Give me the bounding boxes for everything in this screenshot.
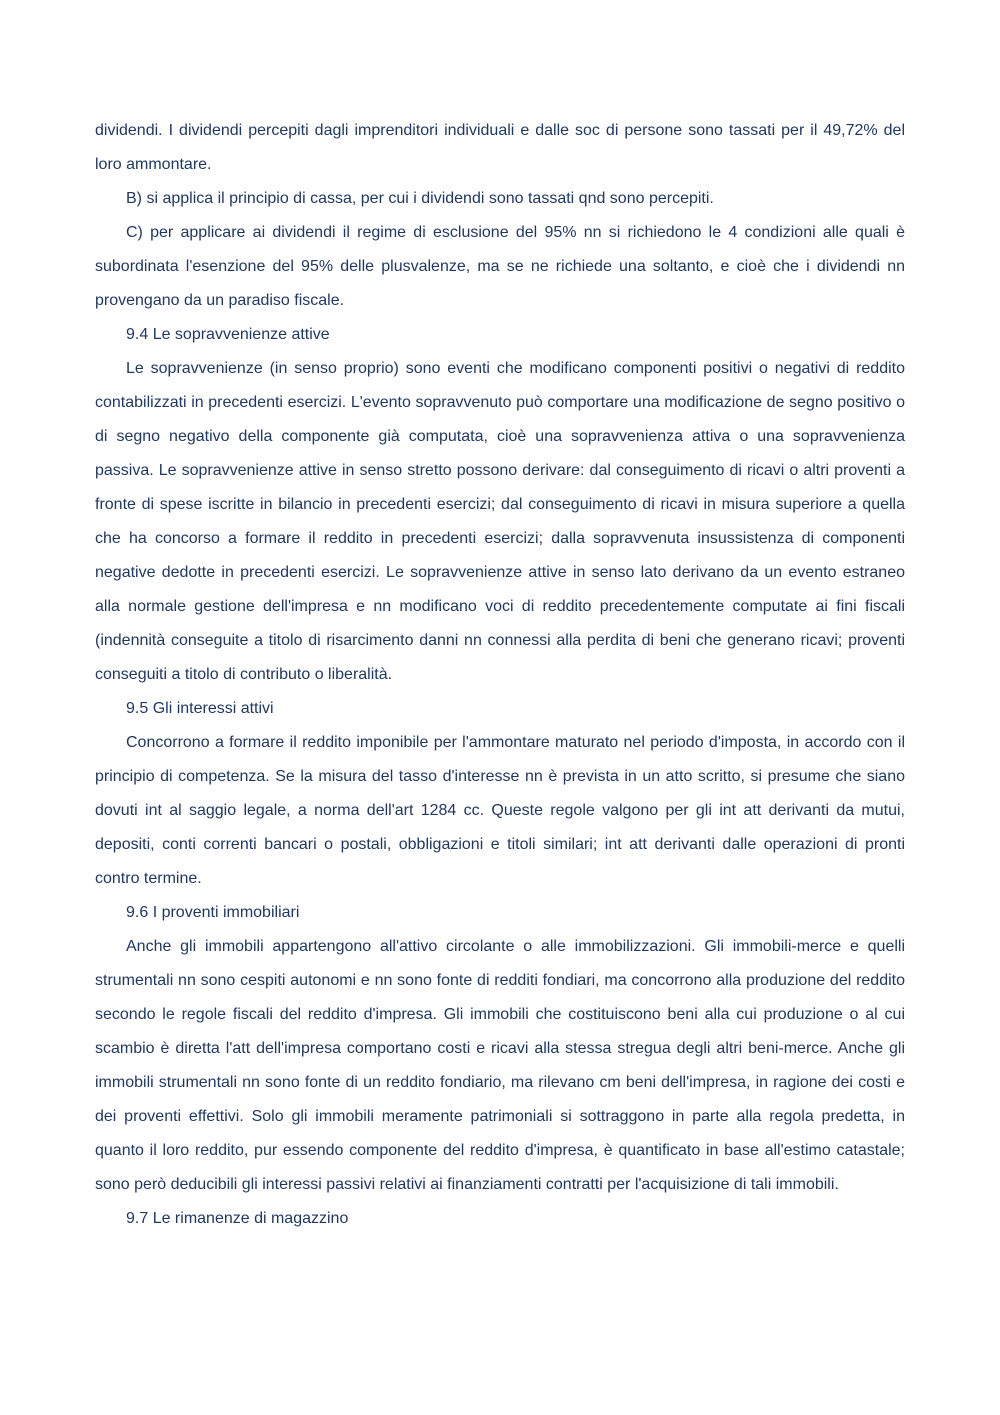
document-page [95,114,905,1236]
section-heading-9-5: 9.5 Gli interessi attivi [126,700,274,717]
section-heading-9-4: 9.4 Le sopravvenienze attive [126,326,330,343]
paragraph-point-c: C) per applicare ai dividendi il regime di esclusione del 95% nn si richiedono le 4 condizioni alle quali è subordinata l'esenzione del 95% delle plusvalenze, ma se ne richiede una soltanto, e cioè che i dividendi nn provengano da un paradiso fiscale. [95,224,905,309]
paragraph-dividendi-continued: dividendi. I dividendi percepiti dagli imprenditori individuali e dalle soc di persone sono tassati per il 49,72% del loro ammontare. [95,122,905,173]
paragraph-interessi-attivi: Concorrono a formare il reddito imponibile per l'ammontare maturato nel periodo d'imposta, in accordo con il principio di competenza. Se la misura del tasso d'interesse nn è prevista in un atto scritto, si presume che siano dovuti int al saggio legale, a norma dell'art 1284 cc. Queste regole valgono per gli int att derivanti da mutui, depositi, conti correnti bancari o postali, obbligazioni e titoli similari; int att derivanti dalle operazioni di pronti contro termine. [95,734,905,887]
paragraph-point-b: B) si applica il principio di cassa, per cui i dividendi sono tassati qnd sono percepiti. [126,190,714,207]
section-heading-9-6: 9.6 I proventi immobiliari [126,904,300,921]
paragraph-sopravvenienze: Le sopravvenienze (in senso proprio) sono eventi che modificano componenti positivi o negativi di reddito contabilizzati in precedenti esercizi. L'evento sopravvenuto può comportare una modificazione de segno positivo o di segno negativo della componente già computata, cioè una sopravvenienza attiva o una sopravvenienza passiva. Le sopravvenienze attive in senso stretto possono derivare: dal conseguimento di ricavi o altri proventi a fronte di spese iscritte in bilancio in precedenti esercizi; dal conseguimento di ricavi in misura superiore a quella che ha concorso a formare il reddito in precedenti esercizi; dalla sopravvenuta insussistenza di componenti negative dedotte in precedenti esercizi. Le sopravvenienze attive in senso lato derivano da un evento estraneo alla normale gestione dell'impresa e nn modificano voci di reddito precedentemente computate ai fini fiscali (indennità conseguite a titolo di risarcimento danni nn connessi alla perdita di beni che generano ricavi; proventi conseguiti a titolo di contributo o liberalità. [95,360,905,683]
paragraph-proventi-immobiliari: Anche gli immobili appartengono all'attivo circolante o alle immobilizzazioni. Gli immobili-merce e quelli strumentali nn sono cespiti autonomi e nn sono fonte di redditi fondiari, ma concorrono alla produzione del reddito secondo le regole fiscali del reddito d'impresa. Gli immobili che costituiscono beni alla cui produzione o al cui scambio è diretta l'att dell'impresa comportano costi e ricavi alla stessa stregua degli altri beni-merce. Anche gli immobili strumentali nn sono fonte di un reddito fondiario, ma rilevano cm beni dell'impresa, in ragione dei costi e dei proventi effettivi. Solo gli immobili meramente patrimoniali si sottraggono in parte alla regola predetta, in quanto il loro reddito, pur essendo componente del reddito d'impresa, è quantificato in base all'estimo catastale; sono però deducibili gli interessi passivi relativi ai finanziamenti contratti per l'acquisizione di tali immobili. [95,938,905,1193]
section-heading-9-7: 9.7 Le rimanenze di magazzino [126,1210,349,1227]
